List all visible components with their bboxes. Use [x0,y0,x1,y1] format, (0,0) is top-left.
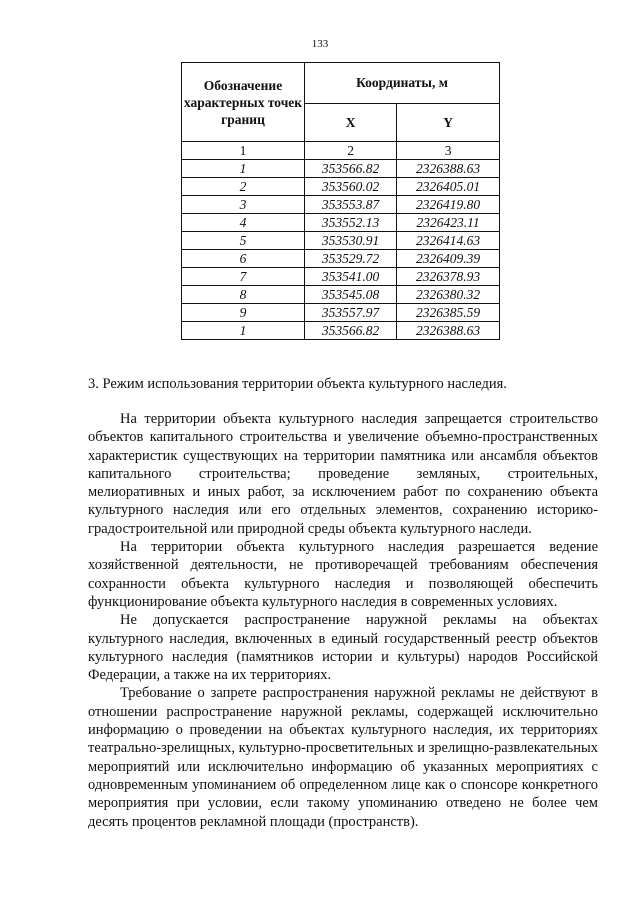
point-cell: 2 [182,178,305,196]
x-cell: 353557.97 [305,304,397,322]
y-cell: 2326378.93 [397,268,500,286]
column-number-2: 2 [305,142,397,160]
y-cell: 2326380.32 [397,286,500,304]
point-cell: 1 [182,160,305,178]
paragraph: Не допускается распространение наружной рекламы на объектах культурного наследия, включенных в единый государственный реестр объектов культурного наследия (памятников истории и культуры) народов Российской Федерации, а также на их территориях. [88,612,598,684]
y-cell: 2326423.11 [397,214,500,232]
table-row [182,214,500,232]
x-cell: 353560.02 [305,178,397,196]
section-heading: 3. Режим использования территории объекта культурного наследия. [88,376,507,392]
y-cell: 2326385.59 [397,304,500,322]
point-cell: 3 [182,196,305,214]
table-row [182,196,500,214]
header-x: X [305,104,397,142]
column-number-1: 1 [182,142,305,160]
y-cell: 2326405.01 [397,178,500,196]
table-row [182,178,500,196]
point-cell: 1 [182,322,305,340]
point-cell: 5 [182,232,305,250]
x-cell: 353552.13 [305,214,397,232]
y-cell: 2326414.63 [397,232,500,250]
table-row [182,250,500,268]
section-body [88,410,598,831]
point-cell: 6 [182,250,305,268]
x-cell: 353553.87 [305,196,397,214]
table-row [182,232,500,250]
y-cell: 2326388.63 [397,160,500,178]
point-cell: 9 [182,304,305,322]
table-row [182,268,500,286]
page-number: 133 [311,38,329,50]
x-cell: 353529.72 [305,250,397,268]
x-cell: 353566.82 [305,322,397,340]
paragraph: На территории объекта культурного наследия разрешается ведение хозяйственной деятельности, не противоречащей требованиям обеспечения сохранности объекта культурного наследия и позволяющей обеспечить функционирование объекта культурного наследия в современных условиях. [88,539,598,610]
x-cell: 353566.82 [305,160,397,178]
y-cell: 2326409.39 [397,250,500,268]
column-number-row [182,142,500,160]
header-y: Y [397,104,500,142]
table-row [182,286,500,304]
point-cell: 4 [182,214,305,232]
table-row [182,322,500,340]
point-cell: 8 [182,286,305,304]
y-cell: 2326388.63 [397,322,500,340]
point-cell: 7 [182,268,305,286]
header-points: Обозначение характерных точек границ [182,63,305,142]
table-row [182,160,500,178]
column-number-3: 3 [397,142,500,160]
table-row [182,304,500,322]
paragraph: На территории объекта культурного наследия запрещается строительство объектов капитального строительства и увеличение объемно-пространственных характеристик существующих на территории памятника или ансамбля объектов капитального строительства; проведение земляных, строительных, мелиоративных и иных работ, за исключением работ по сохранению объекта культурного наследия или его отдельных элементов, сохранению историко-градостроительной или природной среды объекта культурного наследи. [88,411,598,537]
x-cell: 353545.08 [305,286,397,304]
x-cell: 353541.00 [305,268,397,286]
header-coordinates: Координаты, м [305,63,500,104]
y-cell: 2326419.80 [397,196,500,214]
paragraph: Требование о запрете распространения наружной рекламы не действуют в отношении распространение наружной рекламы, содержащей исключительно информацию о проведении на объектах культурного наследия, их территориях театрально-зрелищных, культурно-просветительных и зрелищно-развлекательных мероприятий или исключительно информацию об указанных мероприятиях с одновременным упоминанием об определенном лице как о спонсоре конкретного мероприятия при условии, если такому упоминанию отведено не более чем десять процентов рекламной площади (пространств). [88,685,598,830]
x-cell: 353530.91 [305,232,397,250]
coordinates-table [181,62,500,340]
